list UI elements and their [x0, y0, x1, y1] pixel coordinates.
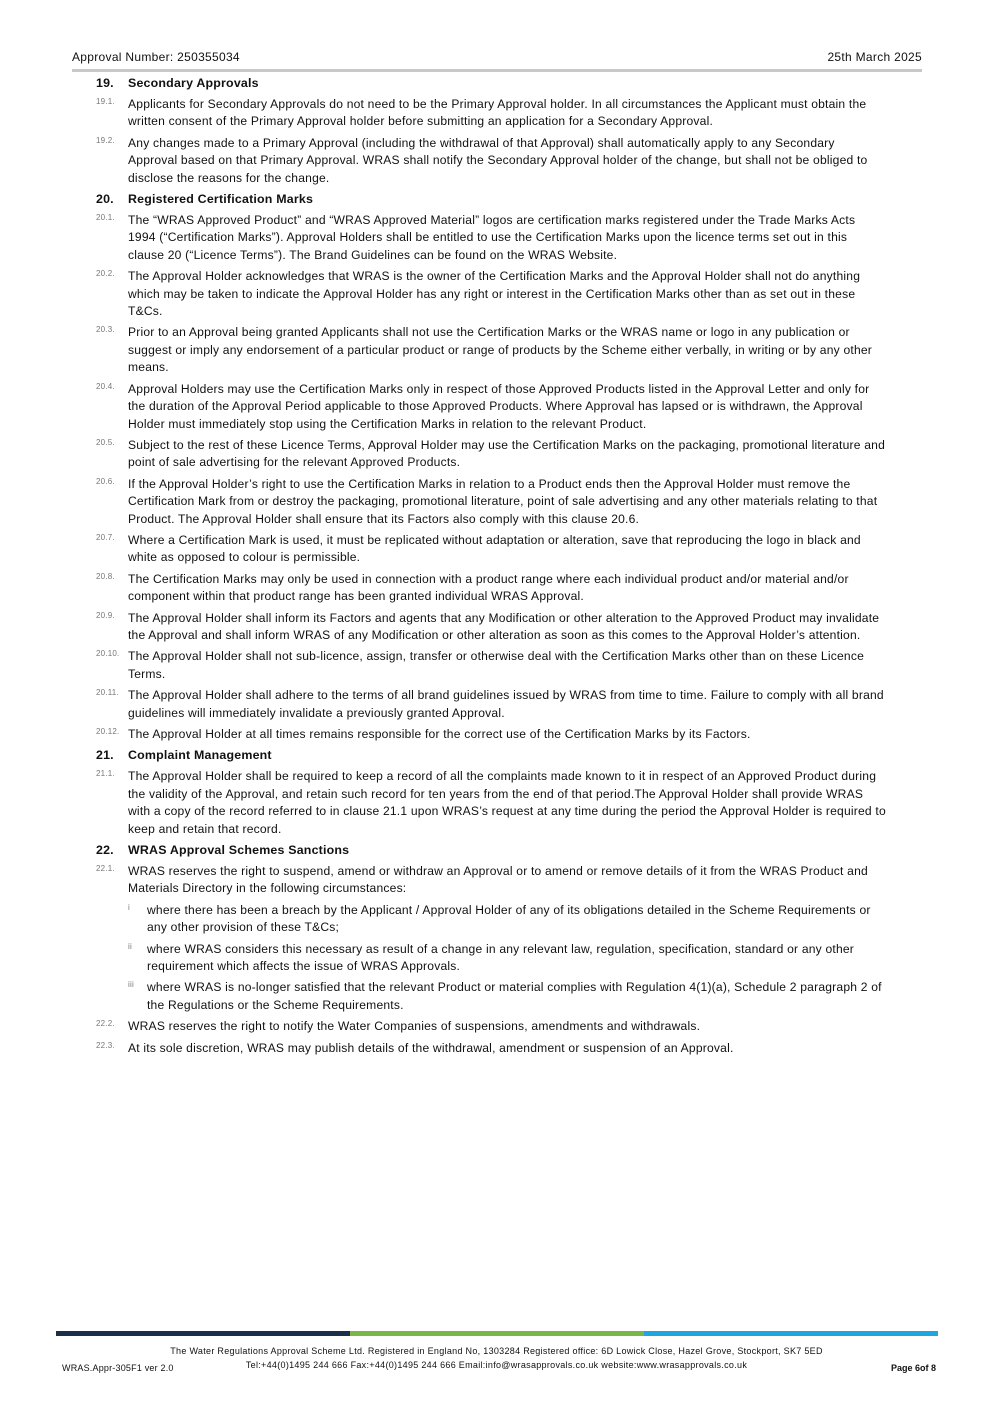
clause [96, 324, 886, 376]
section-title: WRAS Approval Schemes Sanctions [128, 843, 350, 858]
clause-number: 22.2. [96, 1019, 115, 1029]
section-heading [96, 842, 886, 858]
clause-text: Subject to the rest of these Licence Terms, Approval Holder may use the Certification Marks on the packaging, promotional literature and point of sale advertising for the relevant Approved Products. [128, 437, 886, 470]
clause-text: The Approval Holder shall be required to keep a record of all the complaints made known to it in respect of an Approved Product during the validity of the Approval, and retain such record for ten years from the end of that period.The Approval Holder shall provide WRAS with a copy of the record referred to in clause 21.1 upon WRAS’s request at any time during the period the Approval Holder is required to keep and retain that record. [128, 769, 886, 836]
page-header [72, 49, 922, 72]
header-date: 25th March 2025 [827, 50, 922, 64]
sub-clause [128, 902, 886, 937]
section-heading [96, 747, 886, 763]
clause-number: 20.6. [96, 476, 115, 486]
footer-registration-line: The Water Regulations Approval Scheme Ltd. Registered in England No, 1303284 Registered office: 6D Lowick Close, Hazel Grove, Stockport, SK7 5ED [170, 1346, 823, 1356]
clause-text: Where a Certification Mark is used, it must be replicated without adaptation or alteration, save that reproducing the logo in black and white as opposed to colour is permissible. [128, 532, 861, 565]
clause-number: 21.1. [96, 769, 115, 779]
section-title: Secondary Approvals [128, 76, 259, 90]
clause-text: Approval Holders may use the Certification Marks only in respect of those Approved Products listed in the Approval Letter and only for the duration of the Approval Period applicable to those Approved Products. Where Approval has lapsed or is withdrawn, the Approval Holder must immediately stop using the Certification Marks in relation to the relevant Product. [128, 381, 870, 431]
clause-number: 20.12. [96, 727, 120, 736]
clause [96, 268, 886, 320]
clause-text: The “WRAS Approved Product” and “WRAS Approved Material” logos are certification marks registered under the Trade Marks Acts 1994 (“Certification Marks”). Approval Holders shall be entitled to use the Certification Marks upon the licence terms set out in this clause 20 (“Licence Terms”). The Brand Guidelines can be found on the WRAS Website. [128, 213, 856, 262]
section-title: Complaint Management [128, 748, 272, 763]
clause-text: The Approval Holder at all times remains responsible for the correct use of the Certification Marks by its Factors. [128, 727, 751, 741]
clause-number: 20.11. [96, 688, 119, 698]
clause-number: 20.8. [96, 571, 115, 581]
clause [96, 687, 886, 722]
clause [96, 863, 886, 898]
section-number: 20. [96, 192, 114, 207]
clause-number: 19.1. [96, 97, 115, 106]
clause-number: 20.7. [96, 532, 115, 542]
clause-text: The Approval Holder shall adhere to the terms of all brand guidelines issued by WRAS from time to time. Failure to comply with all brand guidelines will immediately invalidate a previously granted Approval. [128, 688, 884, 720]
clause-text: The Approval Holder acknowledges that WRAS is the owner of the Certification Marks and the Approval Holder shall not do anything which may be taken to indicate the Approval Holder has any right or interest in the Certification Marks other than as set out in these T&Cs. [128, 269, 861, 319]
clause-number: 20.5. [96, 437, 115, 447]
footer-bar-segment [644, 1331, 938, 1336]
clause [96, 437, 886, 472]
clause [96, 476, 886, 528]
clause-number: 20.1. [96, 213, 115, 223]
clause [96, 610, 886, 645]
clause [96, 1018, 886, 1035]
clause [96, 532, 886, 567]
sub-clause [128, 979, 886, 1014]
document-body [96, 75, 886, 1061]
clause [96, 135, 886, 187]
document-reference: WRAS.Appr-305F1 ver 2.0 [62, 1363, 174, 1373]
sub-clause-number: ii [128, 941, 132, 951]
clause-text: The Approval Holder shall inform its Factors and agents that any Modification or other alteration to the Approved Product may invalidate the Approval and shall inform WRAS of any Modification or other alteration as soon as this comes to the Approval Holder’s attention. [128, 610, 880, 642]
clause-number: 20.4. [96, 381, 115, 391]
clause-number: 20.3. [96, 325, 115, 335]
page-number: Page 6of 8 [890, 1363, 936, 1373]
clause [96, 96, 886, 131]
section-number: 22. [96, 843, 114, 858]
approval-number: Approval Number: 250355034 [72, 50, 240, 64]
sub-clause-text: where WRAS is no-longer satisfied that the relevant Product or material complies with Regulation 4(1)(a), Schedule 2 paragraph 2 of the Regulations or the Scheme Requirements. [147, 980, 882, 1012]
clause [96, 648, 886, 683]
clause-number: 22.1. [96, 864, 115, 874]
clause [96, 381, 886, 433]
clause [96, 212, 886, 264]
section-heading [96, 75, 886, 91]
clause-number: 20.9. [96, 610, 115, 620]
clause-number: 22.3. [96, 1040, 115, 1050]
sub-clause-text: where there has been a breach by the Applicant / Approval Holder of any of its obligations detailed in the Scheme Requirements or any other provision of these T&Cs; [147, 902, 871, 935]
section-number: 21. [96, 748, 114, 763]
clause [96, 1040, 886, 1057]
section-number: 19. [96, 76, 114, 90]
footer-color-bar [56, 1331, 938, 1336]
section-title: Registered Certification Marks [128, 192, 314, 207]
clause-number: 20.10. [96, 649, 120, 659]
section-heading [96, 191, 886, 207]
clause [96, 571, 886, 606]
footer-bar-segment [350, 1331, 644, 1336]
clause-text: WRAS reserves the right to suspend, amend or withdraw an Approval or to amend or remove details of it from the WRAS Product and Materials Directory in the following circumstances: [128, 864, 868, 896]
sub-clause-text: where WRAS considers this necessary as result of a change in any relevant law, regulation, specification, standard or any other requirement which affects the issue of WRAS Approvals. [147, 941, 855, 974]
footer-contact-line: Tel:+44(0)1495 244 666 Fax:+44(0)1495 244 666 Email:info@wrasapprovals.co.uk website:www.wrasapprovals.co.uk [245, 1360, 748, 1370]
clause-text: Applicants for Secondary Approvals do not need to be the Primary Approval holder. In all circumstances the Applicant must obtain the written consent of the Primary Approval holder before submitting an application for a Secondary Approval. [128, 97, 867, 129]
clause-text: Prior to an Approval being granted Applicants shall not use the Certification Marks or the WRAS name or logo in any publication or suggest or imply any endorsement of a particular product or range of products by the Scheme either verbally, in writing or by any other means. [128, 325, 873, 375]
clause [96, 726, 886, 743]
sub-clause-number: i [128, 902, 130, 912]
sub-clause [128, 941, 886, 976]
clause-number: 20.2. [96, 269, 115, 279]
clause [96, 768, 886, 838]
clause-text: The Approval Holder shall not sub-licence, assign, transfer or otherwise deal with the Certification Marks other than on these Licence Terms. [128, 649, 864, 681]
clause-text: WRAS reserves the right to notify the Water Companies of suspensions, amendments and withdrawals. [128, 1019, 701, 1034]
clause-text: Any changes made to a Primary Approval (including the withdrawal of that Approval) shall automatically apply to any Secondary Approval based on that Primary Approval. WRAS shall notify the Secondary Approval holder of the change, but shall not be obliged to disclose the reasons for the change. [128, 135, 868, 185]
sub-clause-number: iii [128, 980, 134, 990]
footer-bar-segment [56, 1331, 350, 1336]
clause-text: At its sole discretion, WRAS may publish details of the withdrawal, amendment or suspension of an Approval. [128, 1040, 734, 1055]
clause-text: The Certification Marks may only be used in connection with a product range where each individual product and/or material and/or component within that product range has been granted individual WRAS Approval. [128, 571, 849, 604]
clause-number: 19.2. [96, 135, 115, 145]
clause-text: If the Approval Holder’s right to use the Certification Marks in relation to a Product ends then the Approval Holder must remove the Certification Mark from or destroy the packaging, promotional literature, point of sale advertising and any other materials relating to that Product. The Approval Holder shall ensure that its Factors also comply with this clause 20.6. [128, 476, 878, 526]
